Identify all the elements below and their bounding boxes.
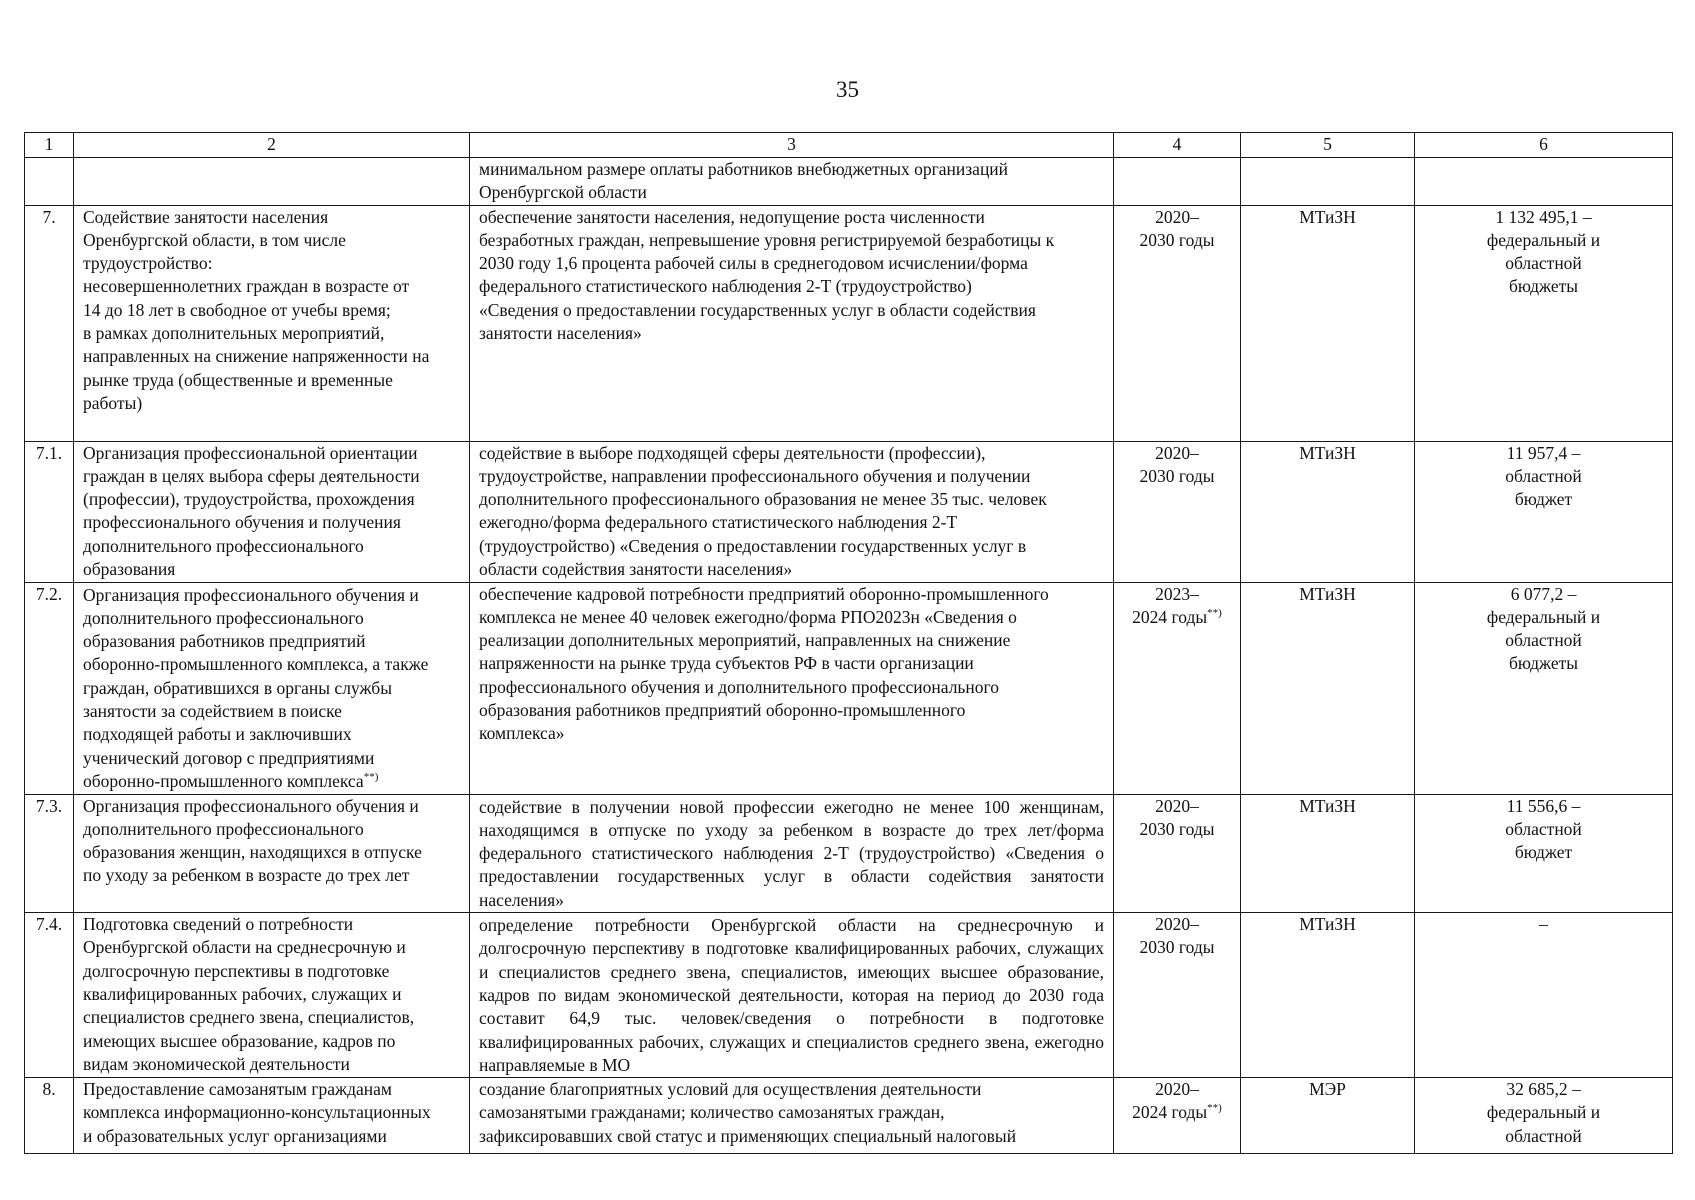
table-row (25, 582, 1673, 794)
column-header: 4 (1114, 133, 1241, 158)
executor-cell: МТиЗН (1241, 794, 1415, 912)
period-cell: 2020– 2030 годы (1114, 205, 1241, 441)
table-row (25, 794, 1673, 912)
measure-cell (74, 582, 470, 794)
executor-cell (1241, 158, 1415, 206)
page-number: 35 (836, 77, 859, 102)
period-cell: 2020– 2030 годы (1114, 441, 1241, 582)
column-header: 1 (25, 133, 74, 158)
column-header: 5 (1241, 133, 1415, 158)
result-cell: обеспечение занятости населения, недопущение роста численности безработных граждан, непревышение уровня регистрируемой безработицы к 2030 году 1,6 процента рабочей силы в среднегодовом исчислении/форма федерального статистического наблюдения 2-Т (трудоустройство) «Сведения о предоставлении государственных услуг в области содействия занятости населения» (470, 205, 1114, 441)
measure-cell: Подготовка сведений о потребности Оренбургской области на среднесрочную и долгосрочную перспективы в подготовке квалифицированных рабочих, служащих и специалистов среднего звена, специалистов, имеющих высшее образование, кадров по видам экономической деятельности (74, 913, 470, 1078)
row-number (25, 158, 74, 206)
period-cell (1114, 582, 1241, 794)
measures-table (24, 132, 1673, 1154)
result-cell: определение потребности Оренбургской области на среднесрочную и долгосрочную перспективу в подготовке квалифицированных рабочих, служащих и специалистов среднего звена, специалистов, имеющих высшее образование, кадров по видам экономической деятельности, которая на период до 2030 года составит 64,9 тыс. человек/сведения о потребности в подготовке квалифицированных рабочих, служащих и специалистов среднего звена, ежегодно направляемые в МО (470, 913, 1114, 1078)
table-row (25, 158, 1673, 206)
funding-cell: 32 685,2 – федеральный и областной (1415, 1078, 1673, 1154)
table-row (25, 913, 1673, 1078)
measure-cell: Организация профессиональной ориентации граждан в целях выбора сферы деятельности (профессии), трудоустройства, прохождения профессионального обучения и получения дополнительного профессионального образования (74, 441, 470, 582)
result-cell: создание благоприятных условий для осуществления деятельности самозанятыми гражданами; количество самозанятых граждан, зафиксировавших свой статус и применяющих специальный налоговый (470, 1078, 1114, 1154)
funding-cell: 11 957,4 – областной бюджет (1415, 441, 1673, 582)
measure-cell: Содействие занятости населения Оренбургской области, в том числе трудоустройство: несовершеннолетних граждан в возрасте от 14 до 18 лет в свободное от учебы время; в рамках дополнительных мероприятий, направленных на снижение напряженности на рынке труда (общественные и временные работы) (74, 205, 470, 441)
column-header: 6 (1415, 133, 1673, 158)
result-cell: минимальном размере оплаты работников внебюджетных организаций Оренбургской области (470, 158, 1114, 206)
period-text: 2023– 2024 годы (1132, 583, 1208, 627)
row-number: 7.2. (25, 582, 74, 794)
period-cell (1114, 1078, 1241, 1154)
executor-cell: МТиЗН (1241, 441, 1415, 582)
table-row (25, 205, 1673, 441)
executor-cell: МТиЗН (1241, 913, 1415, 1078)
footnote-mark: **) (1207, 1102, 1222, 1115)
table-row (25, 1078, 1673, 1154)
period-text: 2020– 2024 годы (1132, 1079, 1208, 1123)
result-cell: обеспечение кадровой потребности предприятий оборонно-промышленного комплекса не менее 40 человек ежегодно/форма РПО2023н «Сведения о реализации дополнительных мероприятий, направленных на снижение напряженности на рынке труда субъектов РФ в части организации профессионального обучения и дополнительного профессионального образования работников предприятий оборонно-промышленного комплекса» (470, 582, 1114, 794)
executor-cell: МЭР (1241, 1078, 1415, 1154)
row-number: 7. (25, 205, 74, 441)
column-number-row (25, 133, 1673, 158)
period-cell (1114, 158, 1241, 206)
result-cell: содействие в получении новой профессии ежегодно не менее 100 женщинам, находящимся в отпуске по уходу за ребенком в возрасте до трех лет/форма федерального статистического наблюдения 2-Т (трудоустройство) «Сведения о предоставлении государственных услуг в области содействия занятости населения» (470, 794, 1114, 912)
funding-cell (1415, 158, 1673, 206)
measure-cell: Предоставление самозанятым гражданам комплекса информационно-консультационных и образовательных услуг организациями (74, 1078, 470, 1154)
row-number: 7.4. (25, 913, 74, 1078)
executor-cell: МТиЗН (1241, 205, 1415, 441)
row-number: 7.3. (25, 794, 74, 912)
funding-cell: 11 556,6 – областной бюджет (1415, 794, 1673, 912)
measure-text: Организация профессионального обучения и дополнительного профессионального образования работников предприятий оборонно-промышленного комплекса, а также граждан, обратившихся в органы службы занятости за содействием в поиске подходящей работы и заключивших ученический договор с предприятиями оборонно-промышленного комплекса (83, 584, 429, 791)
period-cell: 2020– 2030 годы (1114, 794, 1241, 912)
footnote-mark: **) (363, 771, 379, 784)
funding-cell: 6 077,2 – федеральный и областной бюджеты (1415, 582, 1673, 794)
funding-cell: – (1415, 913, 1673, 1078)
period-cell: 2020– 2030 годы (1114, 913, 1241, 1078)
measure-cell (74, 158, 470, 206)
row-number: 8. (25, 1078, 74, 1154)
table-row (25, 441, 1673, 582)
footnote-mark: **) (1207, 607, 1222, 620)
row-number: 7.1. (25, 441, 74, 582)
measure-cell: Организация профессионального обучения и дополнительного профессионального образования женщин, находящихся в отпуске по уходу за ребенком в возрасте до трех лет (74, 794, 470, 912)
column-header: 2 (74, 133, 470, 158)
executor-cell: МТиЗН (1241, 582, 1415, 794)
result-cell: содействие в выборе подходящей сферы деятельности (профессии), трудоустройстве, направлении профессионального обучения и получении дополнительного профессионального образования не менее 35 тыс. человек ежегодно/форма федерального статистического наблюдения 2-Т (трудоустройство) «Сведения о предоставлении государственных услуг в области содействия занятости населения» (470, 441, 1114, 582)
funding-cell: 1 132 495,1 – федеральный и областной бюджеты (1415, 205, 1673, 441)
column-header: 3 (470, 133, 1114, 158)
